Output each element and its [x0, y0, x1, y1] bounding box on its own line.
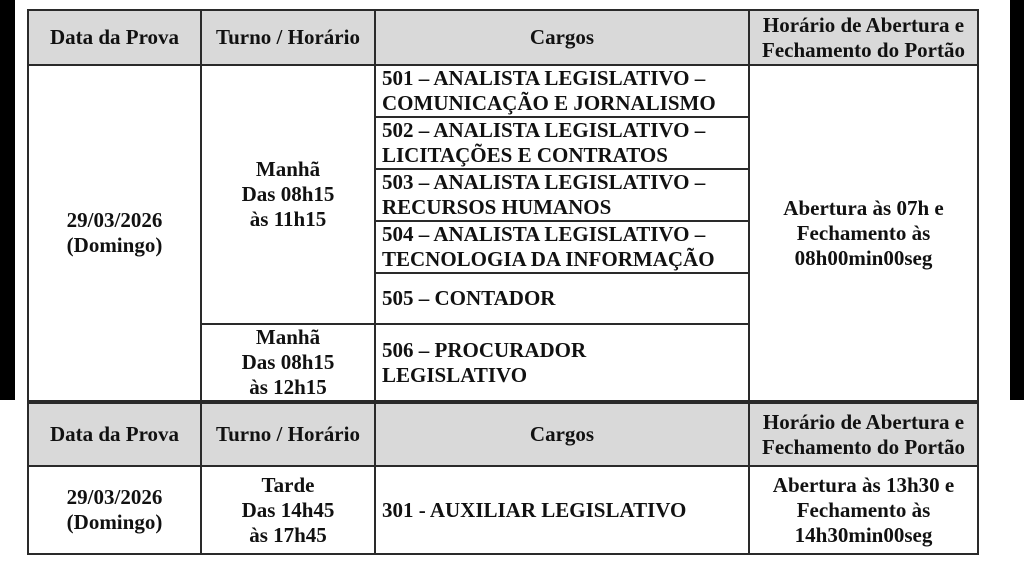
header-row [28, 403, 978, 466]
role-cell-506: 506 – PROCURADOR LEGISLATIVO [375, 324, 749, 401]
exam-schedule-table-morning [27, 9, 979, 402]
role-cell-504: 504 – ANALISTA LEGISLATIVO – TECNOLOGIA DA INFORMAÇÃO [375, 221, 749, 273]
role-cell-301: 301 - AUXILIAR LEGISLATIVO [375, 466, 749, 554]
header-row [28, 10, 978, 65]
exam-schedule-table-afternoon [27, 402, 979, 555]
exam-date-cell: 29/03/2026 (Domingo) [28, 65, 201, 401]
shift-cell: Manhã Das 08h15 às 11h15 [201, 65, 375, 324]
header-gate: Horário de Abertura e Fechamento do Portão [749, 403, 978, 466]
header-date: Data da Prova [28, 403, 201, 466]
role-cell-502: 502 – ANALISTA LEGISLATIVO – LICITAÇÕES E CONTRATOS [375, 117, 749, 169]
left-black-bar [0, 0, 15, 400]
header-shift: Turno / Horário [201, 10, 375, 65]
shift-cell: Tarde Das 14h45 às 17h45 [201, 466, 375, 554]
table-row [28, 65, 978, 117]
role-cell-505: 505 – CONTADOR [375, 273, 749, 324]
role-cell-501: 501 – ANALISTA LEGISLATIVO – COMUNICAÇÃO E JORNALISMO [375, 65, 749, 117]
right-black-bar [1010, 0, 1024, 400]
gate-time-cell: Abertura às 13h30 e Fechamento às 14h30min00seg [749, 466, 978, 554]
header-shift: Turno / Horário [201, 403, 375, 466]
exam-date-cell: 29/03/2026 (Domingo) [28, 466, 201, 554]
header-roles: Cargos [375, 403, 749, 466]
table-row [28, 466, 978, 554]
gate-time-cell: Abertura às 07h e Fechamento às 08h00min00seg [749, 65, 978, 401]
role-cell-503: 503 – ANALISTA LEGISLATIVO – RECURSOS HUMANOS [375, 169, 749, 221]
header-gate: Horário de Abertura e Fechamento do Portão [749, 10, 978, 65]
header-date: Data da Prova [28, 10, 201, 65]
header-roles: Cargos [375, 10, 749, 65]
shift-cell: Manhã Das 08h15 às 12h15 [201, 324, 375, 401]
